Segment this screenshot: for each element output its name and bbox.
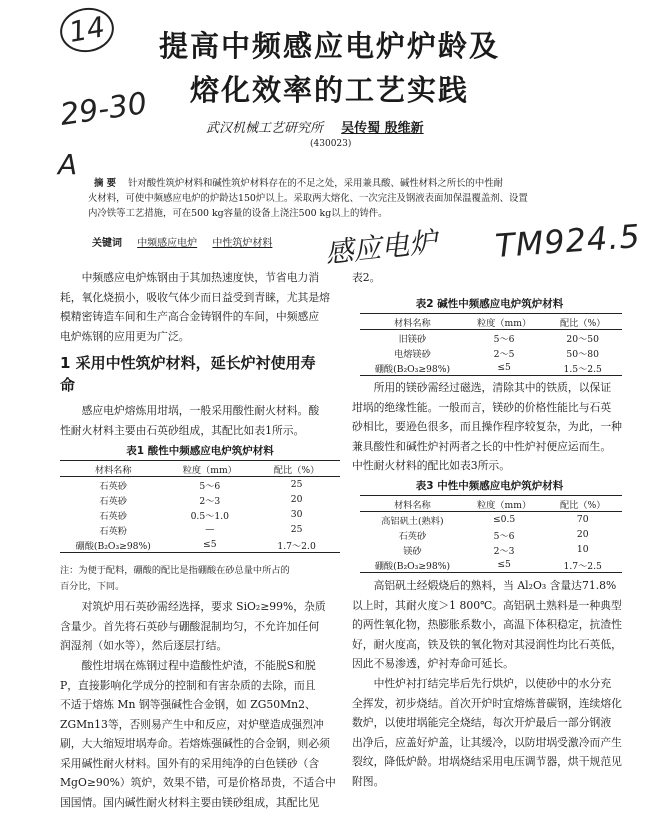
table-row — [60, 507, 340, 522]
table-cell: 10 — [576, 544, 589, 555]
table-cell: 20～50 — [566, 333, 599, 345]
right-p1: 所用的镁砂需经过磁选，清除其中的铁质，以保证 坩埚的绝缘性能。一般而言，镁砂的价格性能比与石英 砂相比，要逊色很多，而且操作程序较复杂，为此，一种 兼具酸性和碱性炉衬两者之长的中性炉衬便应运而生。 中性耐火材料的配比如表3所示。 — [352, 381, 622, 472]
table-cell: 5～6 — [493, 530, 515, 542]
table-cell: 1.5～2.5 — [563, 363, 602, 375]
table-2-caption: 表2 碱性中频感应电炉筑炉材料 — [415, 298, 564, 310]
keyword-2: 中性筑炉材料 — [212, 238, 273, 249]
table-row — [360, 345, 622, 360]
postcode: (430023) — [310, 139, 352, 149]
table-cell: 20 — [576, 529, 589, 540]
table-cell: 石英砂 — [99, 480, 127, 492]
left-intro: 中频感应电炉炼钢由于其加热速度快，节省电力消 耗，氧化烧损小，吸收气体少而日益受到青睐，尤其是熔 模精密铸造车间和生产高合金铸钢件的车间，中频感应 电炉炼钢的应用更为广泛。 — [60, 271, 330, 343]
table-row — [60, 537, 340, 553]
table-cell: — — [205, 524, 215, 535]
author-line — [206, 117, 424, 136]
table-row — [360, 330, 622, 346]
table-cell: ≤5 — [497, 362, 511, 373]
table-cell: 石英粉 — [99, 525, 127, 537]
table-cell: 25 — [290, 524, 303, 535]
table-cell: 2～3 — [493, 545, 515, 557]
table-1: 材料名称 粒度（mm） 配比（%） 石英砂 5～6 25 石英砂 2～3 20 石英砂 0.5～1.0 30 石英粉 — 25 硼酸(B₂O₃≥98%) ≤5 1.7～2.0 — [60, 460, 340, 553]
table-cell: 2～5 — [493, 348, 515, 360]
table-row — [60, 522, 340, 537]
table-cell: 5～6 — [199, 480, 221, 492]
author-names: 吴传蜀 殷维新 — [341, 121, 424, 136]
handwritten-circle-number: 14 — [57, 4, 118, 57]
table-row — [360, 527, 622, 542]
table-row — [60, 477, 340, 493]
table-cell: 70 — [576, 514, 589, 525]
table-cell: 20 — [290, 494, 303, 505]
table-3: 材料名称 粒度（mm） 配比（%） 高铝矾土(熟料) ≤0.5 70 石英砂 5～6 20 镁砂 2～3 10 硼酸(B₂O₃≥98%) ≤5 1.7～2.5 — [360, 495, 622, 573]
table-1-caption: 表1 酸性中频感应电炉筑炉材料 — [126, 445, 274, 457]
right-p3: 中性炉衬打结完毕后先行烘炉，以使砂中的水分充 全挥发，初步烧结。首次开炉时宜熔炼普碳钢，连续熔化 数炉，以使坩埚能完全烧结，每次开炉最后一部分钢液 出净后，应盖好炉盖，让其缓冷，以防坩埚受激冷而产生 裂纹，降低炉龄。坩埚烧结采用电压调节器，烘干规范见 附图。 — [352, 677, 622, 788]
handwritten-mark: A — [58, 148, 78, 181]
left-p2: 感应电炉熔炼用坩埚，一般采用酸性耐火材料。酸 性耐火材料主要由石英砂组成，其配比如表1所示。 — [60, 404, 320, 437]
right-p2: 高铝矾土经煅烧后的熟料，当 Al₂O₃ 含量达71.8% 以上时，其耐火度＞1 800℃。高铝矾土熟料是一种典型 的两性氧化物，热膨胀系数小，高温下体积稳定，抗渣性 好，耐火度高，铁及铁的氧化物对其浸润性均比石英低， 因此不易渗透，炉衬寿命可延长。 — [352, 579, 622, 670]
table-cell: ≤5 — [203, 539, 217, 550]
table-row — [360, 557, 622, 573]
table-cell: ≤5 — [497, 559, 511, 570]
table-cell: 电熔镁砂 — [394, 348, 431, 360]
handwritten-pages: 29-30 — [57, 86, 150, 133]
table-cell: 石英砂 — [398, 530, 427, 542]
table-cell: 1.7～2.0 — [277, 540, 316, 552]
left-p3: 对筑炉用石英砂需经选择，要求 SiO₂≥99%，杂质 含量少。首先将石英砂与硼酸混制均匀，不允许加任何 润湿剂（如水等），然后逐层打结。 — [60, 600, 326, 652]
handwritten-chinese: 感应电炉 — [323, 225, 439, 270]
table-cell: 石英砂 — [99, 510, 127, 522]
table-cell: 硼酸(B₂O₃≥98%) — [374, 560, 451, 572]
table-cell: 30 — [290, 509, 303, 520]
table-cell: 2～3 — [199, 495, 221, 507]
title-line-2: 熔化效率的工艺实践 — [189, 73, 469, 107]
table-cell: 50～80 — [566, 348, 599, 360]
table-cell: 硼酸(B₂O₃≥98%) — [374, 363, 451, 375]
table-cell: 25 — [290, 479, 303, 490]
table-cell: 0.5～1.0 — [190, 510, 229, 522]
table-1-note: 注：为便于配料，硼酸的配比是指硼酸在砂总量中所占的 百分比，下同。 — [60, 565, 290, 592]
table-cell: 旧镁砂 — [398, 333, 427, 345]
table-3-caption: 表3 中性中频感应电炉筑炉材料 — [415, 480, 564, 492]
left-p4: 酸性坩埚在炼钢过程中造酸性炉渣，不能脱S和脱 P，直接影响化学成分的控制和有害杂质的去除，而且 不适于熔炼 Mn 钢等强碱性合金钢，如 ZG50Mn2、 ZGMn13等，否则易产生中和反应，对炉壁造成强烈冲 刷，大大缩短坩埚寿命。若熔炼强碱性的合金钢，则必须 采用碱性耐火材料。国外有的采用纯净的白色镁砂（含 MgO≥90%）筑炉，效果不错，可是价格昂贵，不适合中 国国情。国内碱性耐火材料主要由镁砂组成，其配比见 — [60, 659, 336, 809]
table-cell: 高铝矾土(熟料) — [381, 515, 444, 527]
keywords — [92, 234, 272, 249]
table-cell: 石英砂 — [99, 495, 127, 507]
table-cell: 镁砂 — [403, 545, 422, 557]
right-top: 表2。 — [352, 271, 381, 284]
table-row — [360, 360, 622, 376]
abstract: 摘 要 针对酸性筑炉材料和碱性筑炉材料存在的不足之处，采用兼具酸、碱性材料之所长的中性耐 火材料，可使中频感应电炉的炉龄达150炉以上。采取两大熔化、一次完注及钢液表面加保温覆盖剂、设置 内冷铁等工艺措施，可在500 kg容量的设备上浇注500 kg以上的铸件。 — [88, 178, 528, 219]
table-row — [360, 512, 622, 528]
keywords-label: 关键词 — [92, 238, 122, 249]
keyword-1: 中频感应电炉 — [137, 238, 198, 249]
table-cell: 1.7～2.5 — [563, 560, 602, 572]
institution: 武汉机械工艺研究所 — [206, 121, 324, 136]
handwritten-classification: TM924.5 — [493, 216, 642, 266]
title-line-1: 提高中频感应电炉炉龄及 — [158, 29, 500, 63]
section-heading-1: 1 采用中性筑炉材料，延长炉衬使用寿 命 — [60, 354, 316, 394]
table-2: 材料名称 粒度（mm） 配比（%） 旧镁砂 5～6 20～50 电熔镁砂 2～5 50～80 硼酸(B₂O₃≥98%) ≤5 1.5～2.5 — [360, 313, 622, 376]
table-row — [360, 542, 622, 557]
table-cell: 硼酸(B₂O₃≥98%) — [75, 540, 151, 552]
abstract-label: 摘 要 — [94, 178, 117, 189]
table-cell: ≤0.5 — [492, 514, 516, 525]
table-cell: 5～6 — [493, 333, 515, 345]
table-row — [60, 492, 340, 507]
